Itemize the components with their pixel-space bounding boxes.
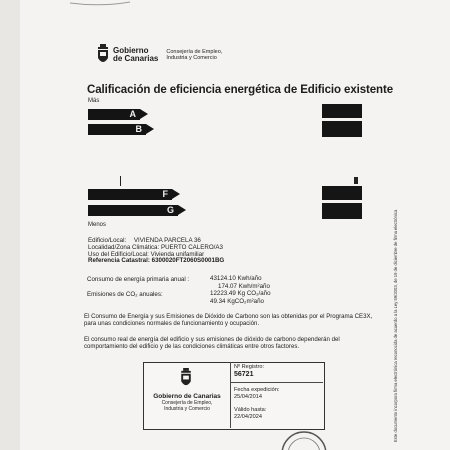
rating-bar-f xyxy=(88,189,172,200)
rating-bar-a-arrow xyxy=(140,109,148,119)
building-info xyxy=(88,238,224,265)
logo-name-line2: de Canarias xyxy=(113,54,159,63)
logo-dept-line1: Consejería de Empleo, xyxy=(166,49,223,55)
rating-bar-g-arrow xyxy=(178,205,186,215)
emissions-label: Emisiones de CO₂ anuales: xyxy=(87,291,163,298)
registry-logo-line2: Consejería de Empleo, xyxy=(161,400,213,406)
edificio-value: VIVIENDA PARCELA 36 xyxy=(133,237,201,244)
logo-name-line1: Gobierno xyxy=(113,46,149,55)
registry-logo-line3: Industria y Comercio xyxy=(164,406,210,412)
rating-box xyxy=(322,104,362,118)
emissions-value-1: 12223.49 Kg CO₂/año xyxy=(210,290,271,297)
energy-label: Consumo de energía primaria anual : xyxy=(87,276,190,283)
issue-date-value: 25/04/2014 xyxy=(234,394,262,400)
scale-bottom-label: Menos xyxy=(88,222,107,228)
scale-top-label: Más xyxy=(88,98,100,104)
paragraph-2: El consumo real de energía del edificio y sus emisiones de dióxido de carbono dependerán del comportamiento del edificio y de las condiciones climáticas entre otros factores. xyxy=(84,336,340,350)
rating-box xyxy=(322,186,362,200)
issue-date-label: Fecha expedición: xyxy=(234,387,280,393)
registry-number-value: 56721 xyxy=(234,371,254,378)
energy-value-1: 43124.10 Kwh/año xyxy=(210,275,262,282)
tick-mark xyxy=(120,176,121,186)
referencia-label: Referencia Catastral: xyxy=(88,257,150,265)
rating-bar-f-arrow xyxy=(172,189,180,199)
page-title: Calificación de eficiencia energética de Edificio existente xyxy=(87,84,393,96)
localidad-label: Localidad/Zona Climática: xyxy=(88,243,160,251)
uso-value: Vivienda unifamiliar xyxy=(150,250,205,258)
rating-marker xyxy=(354,177,358,184)
stamp-fragment xyxy=(70,0,130,6)
registry-separator xyxy=(230,382,323,383)
stamp-seal xyxy=(274,428,334,450)
valid-until-label: Válido hasta: xyxy=(234,407,267,413)
localidad-value: PUERTO CALERO/A3 xyxy=(160,243,223,251)
rating-box xyxy=(322,203,362,219)
edificio-label: Edificio/Local: xyxy=(88,237,127,244)
valid-until-value: 22/04/2024 xyxy=(234,414,262,420)
registry-number-label: Nº Registro: xyxy=(234,364,265,370)
paragraph-1: El Consumo de Energía y sus Emisiones de Dióxido de Carbono son las obtenidas por el Programa CE3X, para unas condiciones normales de funcionamiento y ocupación. xyxy=(84,313,373,327)
energy-value-2: 174.07 Kwh/m²año xyxy=(218,283,270,290)
registry-logo xyxy=(147,393,227,412)
side-signature-note: Este documento incorpora firma electrónica reconocida de acuerdo a la Ley 59/2003, de 19 de diciembre de firma electrónica xyxy=(393,209,398,442)
rating-bar-g xyxy=(88,205,178,216)
rating-bar-b-arrow xyxy=(146,124,154,134)
emissions-value-2: 49.34 KgCO₂m²año xyxy=(210,298,264,305)
rating-box xyxy=(322,121,362,137)
rating-letter-g: G xyxy=(166,205,174,215)
coat-of-arms-icon xyxy=(179,368,193,389)
referencia-value: 6300020FT2060S0001BG xyxy=(151,257,225,265)
logo-dept-line2: Industria y Comercio xyxy=(166,55,217,61)
coat-of-arms-icon xyxy=(96,44,110,66)
uso-label: Uso del Edificio/Local: xyxy=(88,250,149,258)
registry-logo-line1: Gobierno de Canarias xyxy=(153,393,221,400)
gobierno-canarias-logo xyxy=(96,44,222,66)
rating-letter-a: A xyxy=(129,109,136,119)
rating-bar-a xyxy=(88,109,140,120)
rating-bar-b xyxy=(88,124,146,135)
rating-letter-f: F xyxy=(162,189,168,199)
rating-letter-b: B xyxy=(135,124,142,134)
registry-divider xyxy=(230,362,231,428)
